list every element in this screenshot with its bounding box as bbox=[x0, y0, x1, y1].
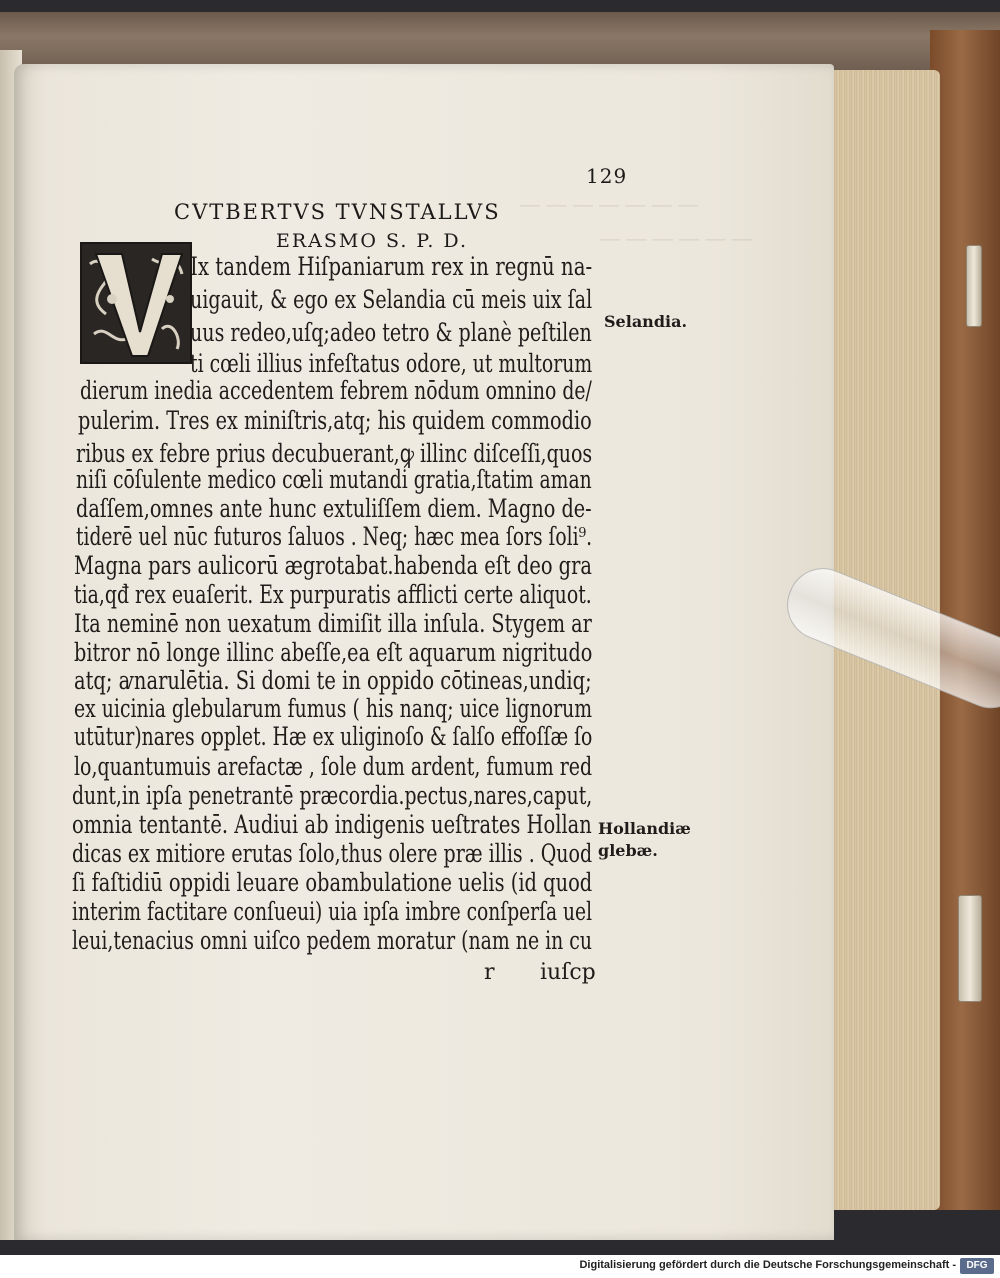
text-line: Magna pars aulicorū ægrotabat.habenda eſt deo gra bbox=[74, 551, 592, 580]
ornament-initial-icon bbox=[82, 244, 190, 362]
text-line: leui,tenacius omni uiſco pedem moratur (nam ne in cu bbox=[72, 926, 593, 955]
text-line: ſi faſtidiū oppidi leuare obambulatione uelis (id quod bbox=[72, 868, 593, 897]
text-line: ex uicinia glebularum fumus ( his nanq; uice lignorum bbox=[74, 694, 593, 723]
text-line: ti cœli illius infeſtatus odore, ut multorum bbox=[190, 349, 593, 378]
book-cover-top bbox=[0, 12, 1000, 72]
text-line: Ix tandem Hiſpaniarum rex in regnū na- bbox=[190, 252, 593, 281]
page-number: 129 bbox=[586, 164, 628, 188]
signature-mark: r bbox=[484, 960, 495, 985]
text-line: atq; ꜹnarulētia. Si domi te in oppido cōtineas,undiq; bbox=[74, 666, 592, 695]
letter-salutation: ERASMO S. P. D. bbox=[276, 230, 469, 252]
text-line: Ita neminē non uexatum dimiſit illa inſula. Stygem ar bbox=[74, 609, 592, 638]
text-line: niſi cōſulente medico cœli mutandi gratia,ſtatim aman bbox=[76, 465, 592, 494]
text-line: lo,quantumuis arefactæ , ſole dum ardent, fumum red bbox=[74, 752, 593, 781]
text-line: daſſem,omnes ante hunc extuliſſem diem. Magno de- bbox=[76, 494, 592, 523]
text-line: tia,qđ rex euaſerit. Ex purpuratis afflicti certe aliquot. bbox=[74, 580, 592, 609]
text-line: interim factitare conſueui) uia ipſa imbre conſperſa uel bbox=[72, 897, 593, 926]
bleed-through-text: ― ― ― ― ― ― bbox=[600, 226, 752, 250]
margin-note-hollandiae: Hollandiæ bbox=[598, 819, 691, 838]
text-line: ribus ex febre prius decubuerant,ꝙ illinc diſceſſi,quos bbox=[76, 439, 593, 468]
text-line: dierum inedia accedentem febrem nōdum omnino de/ bbox=[80, 376, 592, 405]
catchword: iuſcp bbox=[540, 960, 596, 985]
text-line: tiderē uel nūc futuros ſaluos . Neq; hæc mea ſors ſoli⁹. bbox=[76, 522, 593, 551]
text-line: uigauit, & ego ex Selandia cū meis uix ſal bbox=[190, 285, 593, 314]
bleed-through-text: ― ― ― ― ― ― ― bbox=[520, 192, 699, 216]
footer-bar bbox=[0, 1255, 1000, 1278]
dfg-logo-icon: DFG bbox=[960, 1258, 994, 1274]
library-stamp-bleed bbox=[808, 360, 898, 520]
margin-note-selandia: Selandia. bbox=[604, 312, 688, 331]
text-line: pulerim. Tres ex miniſtris,atq; his quidem commodio bbox=[78, 406, 592, 435]
text-line: dicas ex mitiore erutas ſolo,thus olere præ illis . Quod bbox=[72, 839, 593, 868]
text-line: bitror nō longe illinc abeſſe,ea eſt aquarum nigritudo bbox=[74, 638, 593, 667]
decorated-initial bbox=[80, 242, 192, 364]
text-line: utūtur)nares opplet. Hæ ex uliginoſo & ſalſo effoſſæ ſo bbox=[74, 722, 593, 751]
funding-credit: Digitalisierung gefördert durch die Deutsche Forschungsgemeinschaft - bbox=[579, 1259, 956, 1271]
text-line: omnia tentantē. Audiui ab indigenis ueſtrates Hollan bbox=[72, 810, 592, 839]
text-line: dunt,in ipſa penetrantē præcordia.pectus,nares,caput, bbox=[72, 781, 593, 810]
text-line: uus redeo,uſq;adeo tetro & planè peſtilen bbox=[190, 318, 592, 347]
page-clip bbox=[966, 245, 982, 327]
letter-heading: CVTBERTVS TVNSTALLVS bbox=[174, 200, 501, 224]
margin-note-glebae: glebæ. bbox=[598, 841, 658, 860]
page-clip bbox=[958, 895, 982, 1002]
